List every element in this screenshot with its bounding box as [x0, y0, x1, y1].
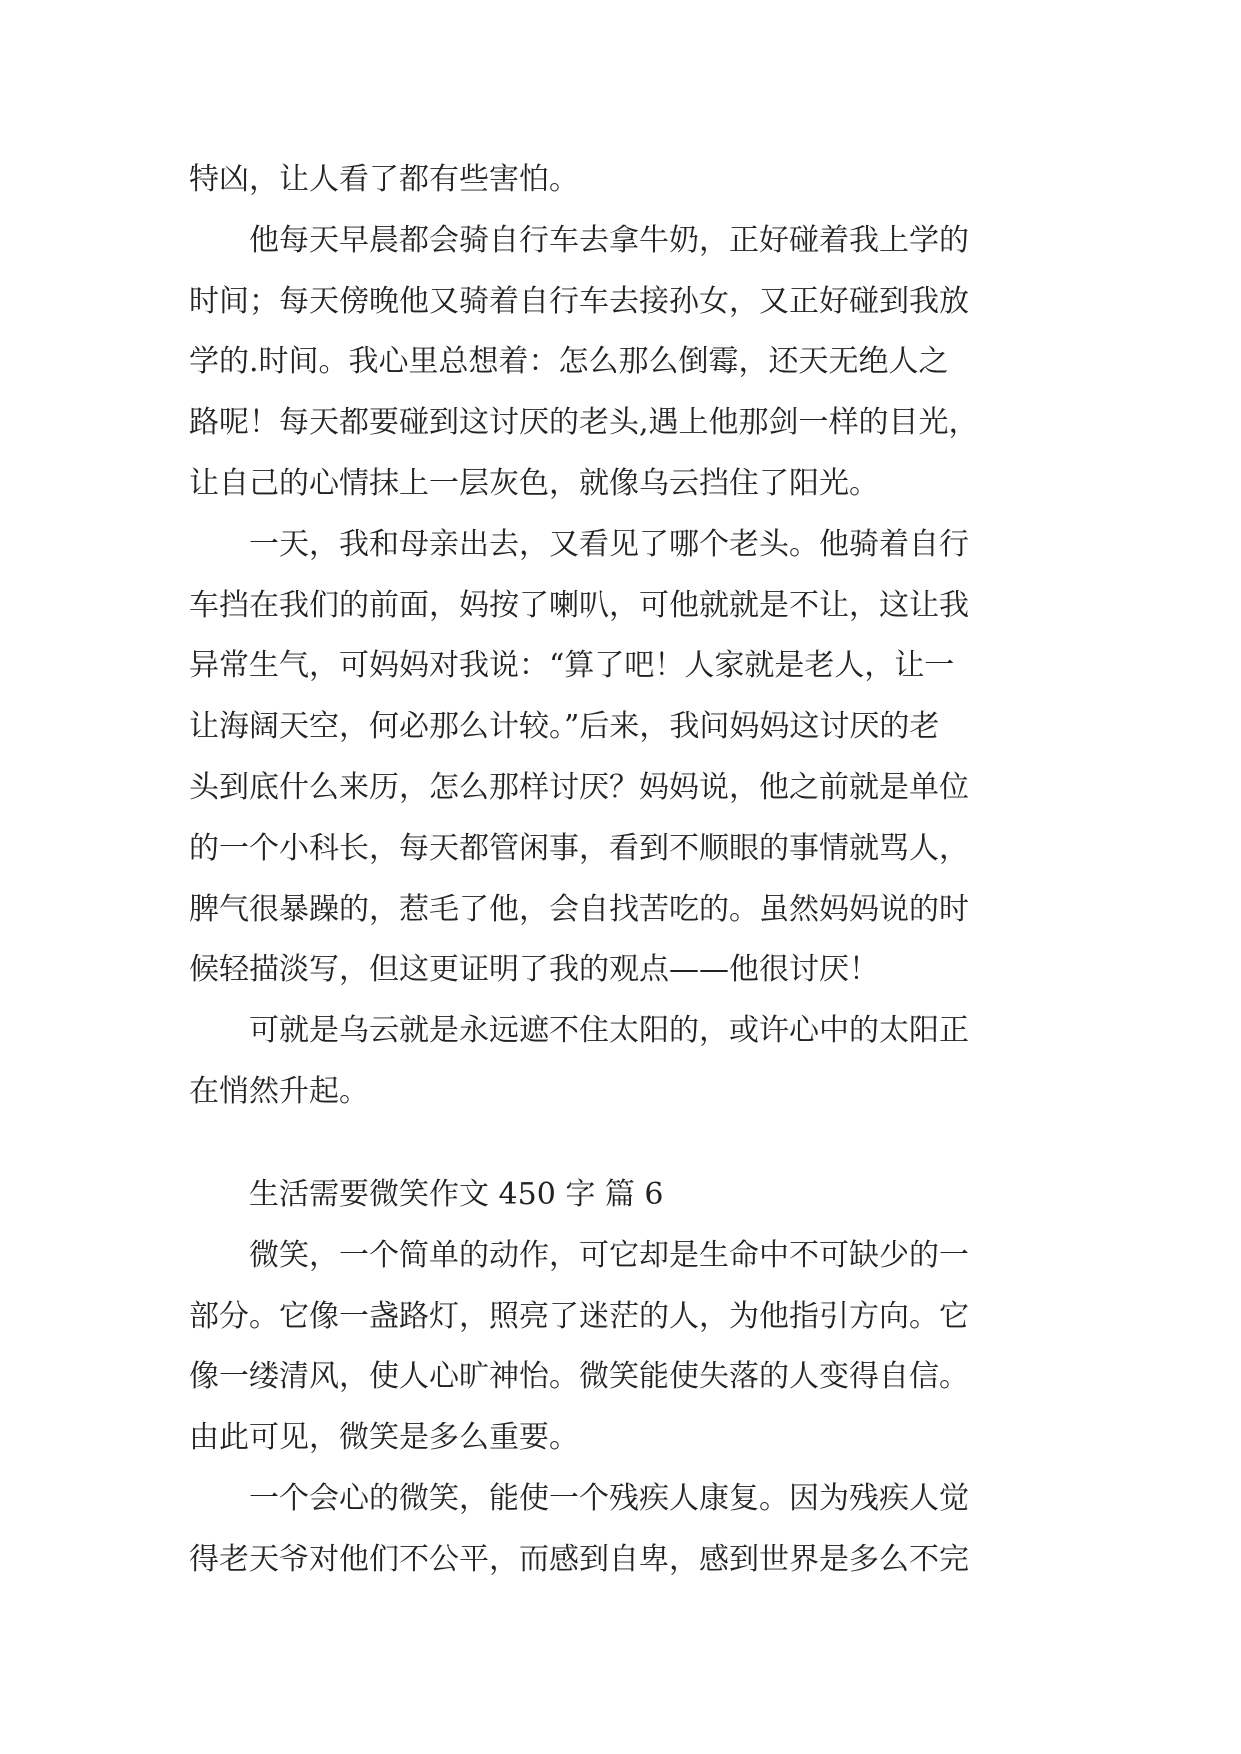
text-line: 学的.时间。我心里总想着：怎么那么倒霉，还天无绝人之	[189, 344, 949, 380]
text-line: 让海阔天空，何必那么计较。”后来，我问妈妈这讨厌的老	[189, 709, 940, 745]
text-line: 像一缕清风，使人心旷神怡。微笑能使失落的人变得自信。	[189, 1359, 969, 1395]
text-line: 时间；每天傍晚他又骑着自行车去接孙女，又正好碰到我放	[189, 283, 969, 319]
text-line: 由此可见，微笑是多么重要。	[189, 1420, 579, 1456]
text-line: 异常生气，可妈妈对我说：“算了吧！人家就是老人，让一	[189, 648, 955, 684]
text-line: 一天，我和母亲出去，又看见了哪个老头。他骑着自行	[249, 526, 969, 562]
section-heading: 生活需要微笑作文 450 字 篇 6	[249, 1176, 664, 1212]
text-line: 得老天爷对他们不公平，而感到自卑，感到世界是多么不完	[189, 1541, 969, 1577]
text-line: 可就是乌云就是永远遮不住太阳的，或许心中的太阳正	[249, 1013, 969, 1049]
text-line: 部分。它像一盏路灯，照亮了迷茫的人，为他指引方向。它	[189, 1298, 969, 1334]
text-line: 一个会心的微笑，能使一个残疾人康复。因为残疾人觉	[249, 1480, 969, 1516]
text-line: 特凶，让人看了都有些害怕。	[189, 162, 579, 197]
text-line: 他每天早晨都会骑自行车去拿牛奶，正好碰着我上学的	[249, 222, 969, 258]
text-line: 路呢！每天都要碰到这讨厌的老头,遇上他那剑一样的目光，	[189, 405, 979, 441]
text-line: 脾气很暴躁的，惹毛了他，会自找苦吃的。虽然妈妈说的时	[189, 891, 969, 927]
text-line: 在悄然升起。	[189, 1073, 369, 1109]
document-body	[189, 158, 1059, 1599]
text-line: 微笑，一个简单的动作，可它却是生命中不可缺少的一	[249, 1237, 969, 1273]
text-line: 的一个小科长，每天都管闲事，看到不顺眼的事情就骂人，	[189, 830, 969, 866]
text-line: 头到底什么来历，怎么那样讨厌？妈妈说，他之前就是单位	[189, 769, 969, 805]
text-line: 候轻描淡写，但这更证明了我的观点——他很讨厌！	[189, 952, 879, 988]
text-line: 车挡在我们的前面，妈按了喇叭，可他就就是不让，这让我	[189, 587, 969, 623]
text-line: 让自己的心情抹上一层灰色，就像乌云挡住了阳光。	[189, 465, 879, 501]
